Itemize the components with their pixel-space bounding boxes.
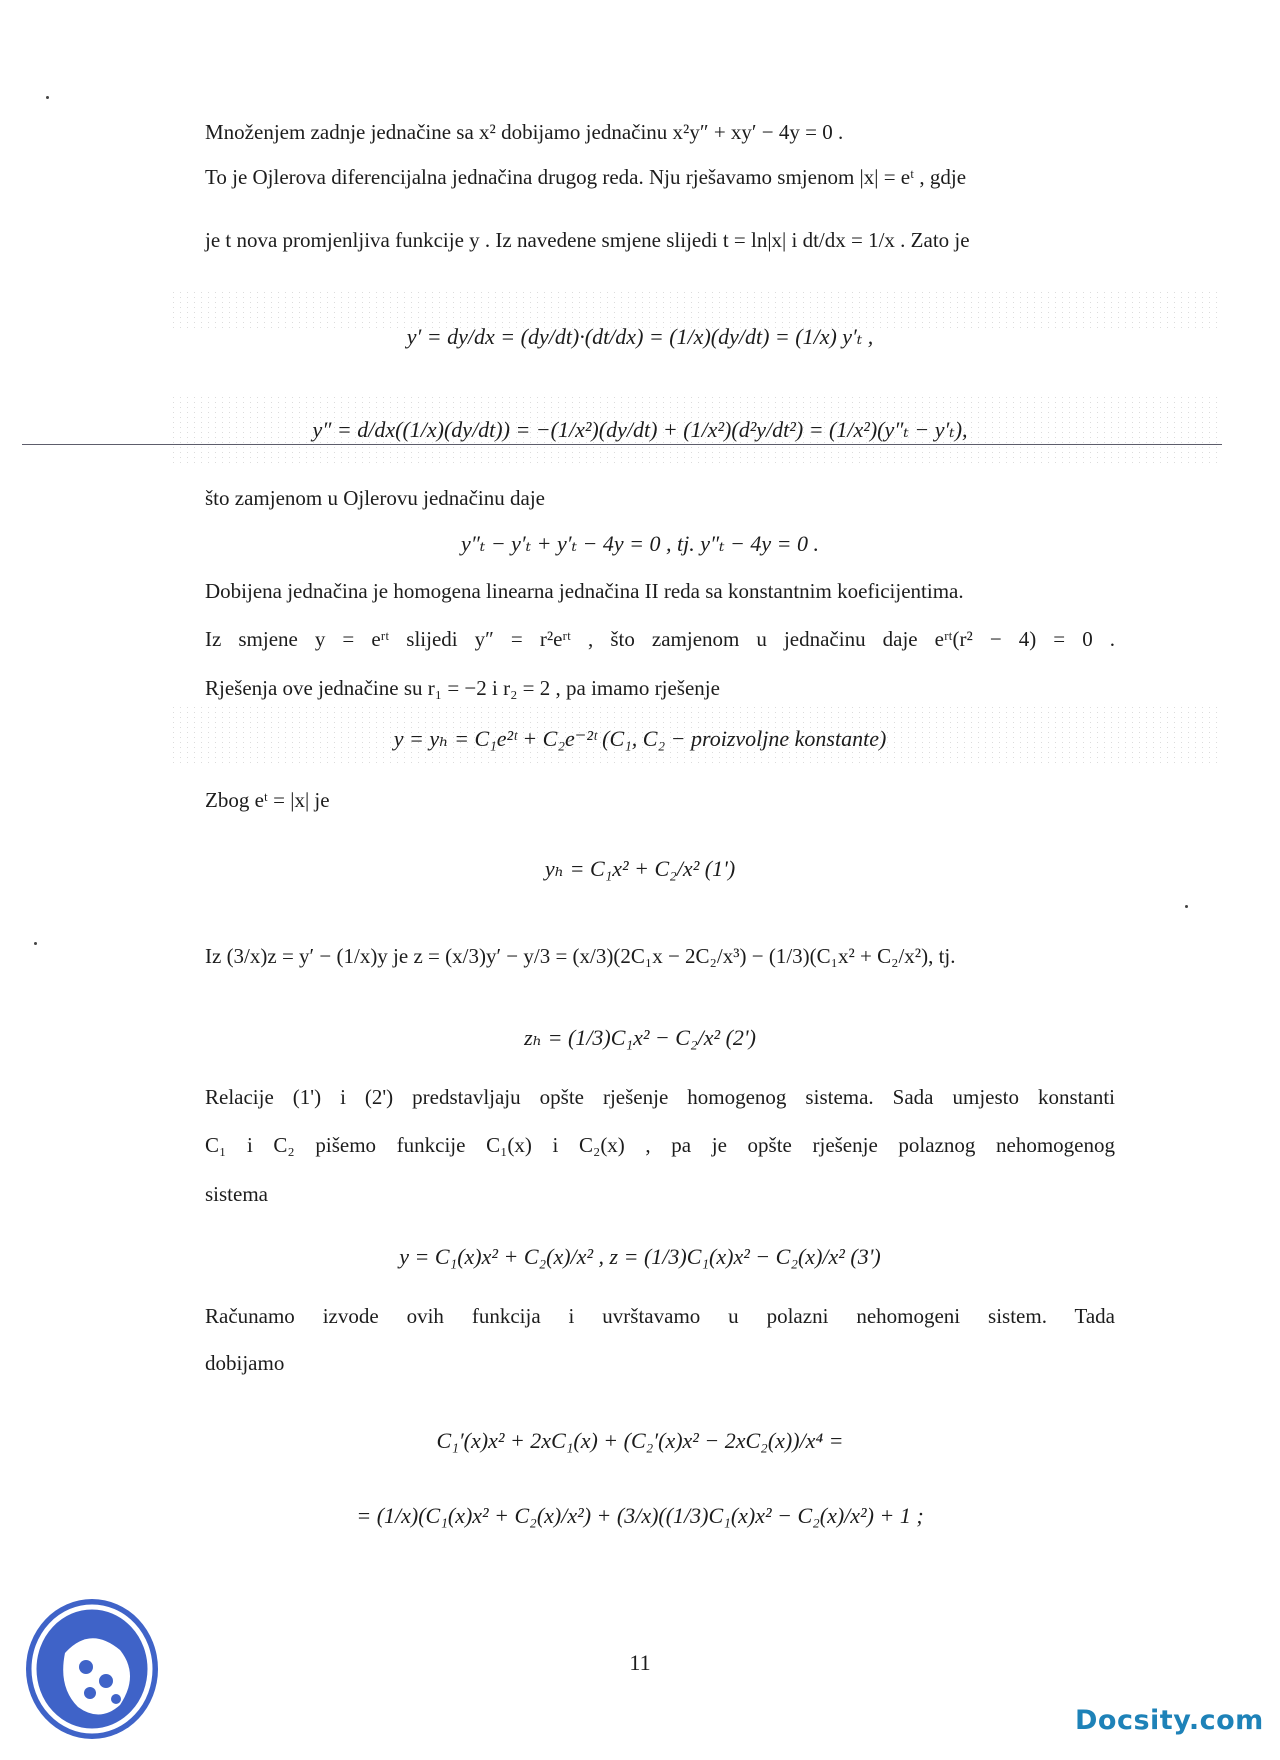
text-line-3: je t nova promjenljiva funkcije y . Iz navedene smjene slijedi t = ln|x| i dt/dx = 1/x . Zato je <box>205 228 970 252</box>
text-line-20: Računamo izvode ovih funkcija i uvrštavamo u polazni nehomogeni sistem. Tada <box>205 1304 1115 1328</box>
text-line-8: Dobijena jednačina je homogena linearna jednačina II reda sa konstantnim koeficijentima. <box>205 579 964 603</box>
scan-line-artifact <box>22 444 1222 445</box>
text-line-21: dobijamo <box>205 1351 285 1375</box>
text-line-9: Iz smjene y = eʳᵗ slijedi y″ = r²eʳᵗ , što zamjenom u jednačinu daje eʳᵗ(r² − 4) = 0 . <box>205 627 1115 651</box>
equation-2-prime: zₕ = (1/3)C₁x² − C₂/x² (2') <box>524 1025 756 1050</box>
text-line-6: što zamjenom u Ojlerovu jednačinu daje <box>205 486 545 510</box>
equation-general-solution: y = yₕ = C₁e²ᵗ + C₂e⁻²ᵗ (C₁, C₂ − proizvoljne konstante) <box>393 726 887 751</box>
equation-3-prime: y = C₁(x)x² + C₂(x)/x² , z = (1/3)C₁(x)x² − C₂(x)/x² (3') <box>399 1244 881 1269</box>
equation-1-prime: yₕ = C₁x² + C₂/x² (1') <box>544 856 736 881</box>
scan-speck <box>1185 905 1188 908</box>
text-line-2: To je Ojlerova diferencijalna jednačina drugog reda. Nju rješavamo smjenom |x| = eᵗ , gdje <box>205 165 967 189</box>
scan-speck <box>46 96 49 99</box>
equation-euler-reduced: y″ₜ − y′ₜ + y′ₜ − 4y = 0 , tj. y″ₜ − 4y = 0 . <box>460 531 820 556</box>
scan-speck <box>34 942 37 945</box>
docsity-logo-icon <box>20 1595 160 1740</box>
text-line-18: sistema <box>205 1182 268 1206</box>
equation-y-prime: y′ = dy/dx = (dy/dt)·(dt/dx) = (1/x)(dy/dt) = (1/x) y′ₜ , <box>406 324 874 349</box>
text-line-17: C₁ i C₂ pišemo funkcije C₁(x) i C₂(x) , pa je opšte rješenje polaznog nehomogenog <box>205 1133 1115 1157</box>
page-number: 11 <box>629 1650 651 1675</box>
text-line-16: Relacije (1') i (2') predstavljaju opšte rješenje homogenog sistema. Sada umjesto konstanti <box>205 1085 1115 1109</box>
equation-y-double-prime: y″ = d/dx((1/x)(dy/dt)) = −(1/x²)(dy/dt) + (1/x²)(d²y/dt²) = (1/x²)(y″ₜ − y′ₜ), <box>312 417 968 442</box>
equation-system-line-2: = (1/x)(C₁(x)x² + C₂(x)/x²) + (3/x)((1/3)C₁(x)x² − C₂(x)/x²) + 1 ; <box>356 1503 924 1528</box>
equation-system-line-1: C₁′(x)x² + 2xC₁(x) + (C₂′(x)x² − 2xC₂(x))/x⁴ = <box>436 1428 844 1453</box>
text-line-10: Rješenja ove jednačine su r₁ = −2 i r₂ = 2 , pa imamo rješenje <box>205 676 720 700</box>
docsity-watermark: Docsity.com <box>1075 1705 1264 1736</box>
text-line-1: Množenjem zadnje jednačine sa x² dobijamo jednačinu x²y″ + xy′ − 4y = 0 . <box>205 120 844 144</box>
text-line-14: Iz (3/x)z = y′ − (1/x)y je z = (x/3)y′ − y/3 = (x/3)(2C₁x − 2C₂/x³) − (1/3)(C₁x² + C₂/x²), tj. <box>205 944 956 968</box>
text-line-12: Zbog eᵗ = |x| je <box>205 788 330 812</box>
